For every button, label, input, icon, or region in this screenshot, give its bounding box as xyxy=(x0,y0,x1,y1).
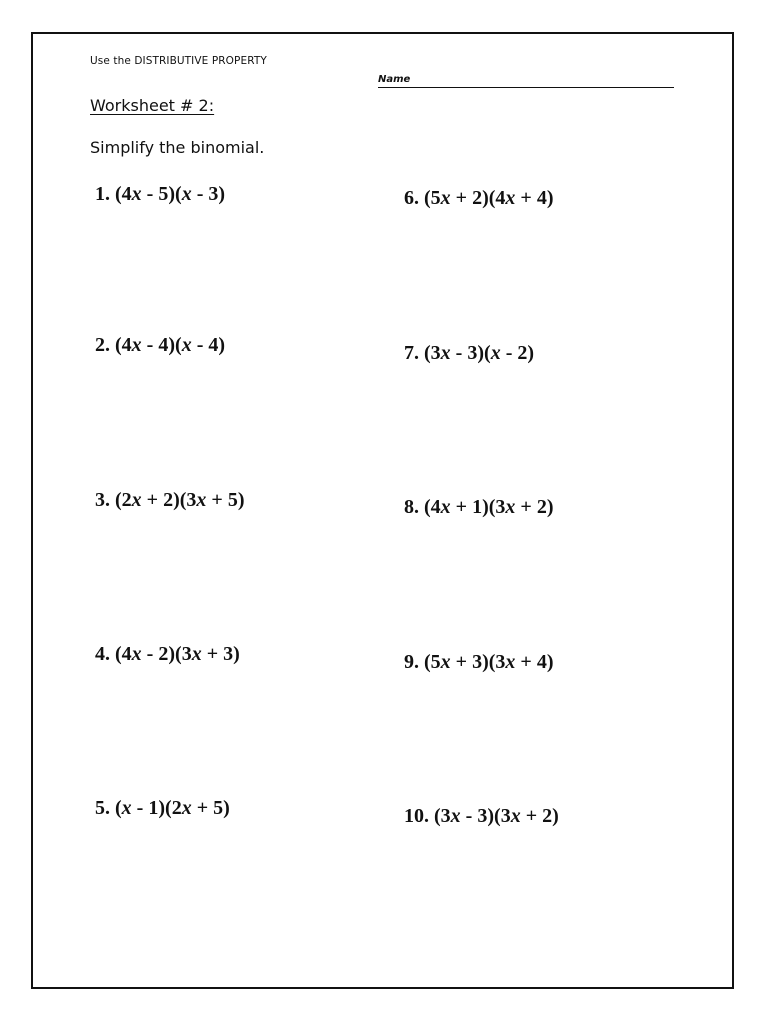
problem-expression: (4x - 4)(x - 4) xyxy=(115,334,226,356)
problem-expression: (5x + 2)(4x + 4) xyxy=(424,187,554,209)
problem-number: 2. xyxy=(95,334,110,356)
problem-expression: (4x + 1)(3x + 2) xyxy=(424,496,554,518)
problem-expression: (x - 1)(2x + 5) xyxy=(115,797,230,819)
problem-number: 4. xyxy=(95,643,110,665)
variable-x: x xyxy=(505,651,516,673)
name-field[interactable] xyxy=(378,72,674,88)
problem-number: 8. xyxy=(404,496,419,518)
problem-10 xyxy=(404,805,559,828)
variable-x: x xyxy=(440,342,451,364)
problem-4 xyxy=(95,643,240,666)
variable-x: x xyxy=(181,334,192,356)
problem-8 xyxy=(404,496,554,519)
variable-x: x xyxy=(191,643,202,665)
variable-x: x xyxy=(181,797,192,819)
problem-number: 3. xyxy=(95,489,110,511)
problem-expression: (3x - 3)(3x + 2) xyxy=(434,805,559,827)
problem-expression: (4x - 5)(x - 3) xyxy=(115,183,226,205)
variable-x: x xyxy=(440,651,451,673)
variable-x: x xyxy=(181,183,192,205)
variable-x: x xyxy=(196,489,207,511)
problem-number: 6. xyxy=(404,187,419,209)
variable-x: x xyxy=(505,187,516,209)
problem-number: 5. xyxy=(95,797,110,819)
problem-expression: (3x - 3)(x - 2) xyxy=(424,342,535,364)
variable-x: x xyxy=(131,489,142,511)
instruction-text: Use the DISTRIBUTIVE PROPERTY xyxy=(90,55,267,67)
instructions-subtitle: Simplify the binomial. xyxy=(90,138,265,157)
variable-x: x xyxy=(510,805,521,827)
variable-x: x xyxy=(121,797,132,819)
problem-expression: (2x + 2)(3x + 5) xyxy=(115,489,245,511)
problem-7 xyxy=(404,342,534,365)
problem-number: 1. xyxy=(95,183,110,205)
variable-x: x xyxy=(131,643,142,665)
problem-6 xyxy=(404,187,554,210)
variable-x: x xyxy=(450,805,461,827)
variable-x: x xyxy=(131,183,142,205)
problem-number: 9. xyxy=(404,651,419,673)
name-label: Name xyxy=(378,74,411,85)
variable-x: x xyxy=(131,334,142,356)
variable-x: x xyxy=(440,496,451,518)
problem-1 xyxy=(95,183,225,206)
problem-number: 7. xyxy=(404,342,419,364)
problem-2 xyxy=(95,334,225,357)
problem-expression: (5x + 3)(3x + 4) xyxy=(424,651,554,673)
problem-number: 10. xyxy=(404,805,429,827)
problem-9 xyxy=(404,651,554,674)
problem-5 xyxy=(95,797,230,820)
variable-x: x xyxy=(490,342,501,364)
problem-3 xyxy=(95,489,245,512)
problem-expression: (4x - 2)(3x + 3) xyxy=(115,643,240,665)
worksheet-title: Worksheet # 2: xyxy=(90,96,215,115)
variable-x: x xyxy=(505,496,516,518)
variable-x: x xyxy=(440,187,451,209)
